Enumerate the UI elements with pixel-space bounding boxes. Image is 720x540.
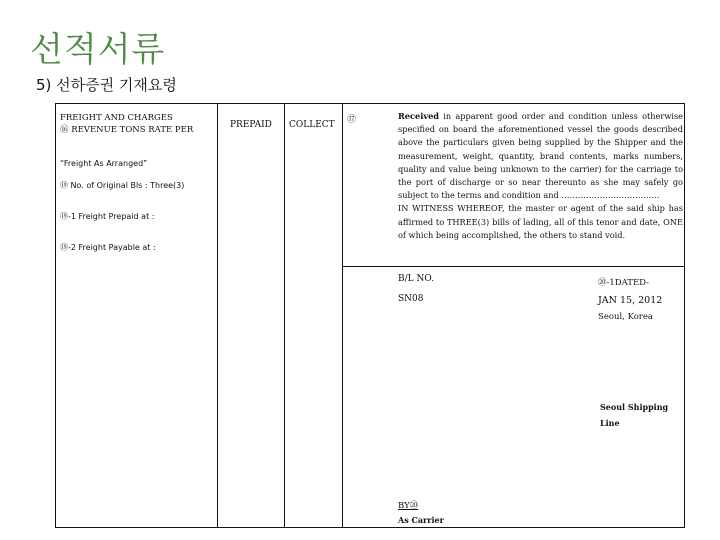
freight-prepaid-at: ⑲-1 Freight Prepaid at : <box>60 212 155 221</box>
dated-label: ⑳-1DATED- <box>598 278 649 288</box>
page-subtitle: 5) 선하증권 기재요령 <box>36 76 177 94</box>
prepaid-column-header: PREPAID <box>230 120 272 130</box>
received-heading: Received <box>398 111 440 121</box>
collect-column-header: COLLECT <box>289 120 335 130</box>
bl-no-value: SN08 <box>398 294 424 304</box>
received-clause <box>398 110 683 242</box>
bill-of-lading-form <box>55 103 685 528</box>
column-divider <box>284 104 285 527</box>
freight-header-line1: FREIGHT AND CHARGES <box>60 113 173 123</box>
original-bls-count: ⑲ No. of Original Bls : Three(3) <box>60 181 185 190</box>
bl-no-label: B/L NO. <box>398 274 435 284</box>
by-marker: ⑳ <box>409 501 419 511</box>
row-divider <box>342 266 684 267</box>
freight-charges-header <box>60 112 193 136</box>
received-text: in apparent good order and condition unless otherwise specified on board the aforementioned vessel the goods described above the particulars given being supplied by the Shipper and the measurement, weight, quantity, brand contents, marks numbers, quality and value being unknown to the carrier) for the carriage to the port of discharge or so near thereunto as she may safely go subject to the terms and condition and ……………………………… <box>398 111 683 201</box>
signed-by-label <box>398 499 418 511</box>
witness-text: IN WITNESS WHEREOF, the master or agent of the said ship has affirmed to THREE(3) bills of lading, all of this tenor and date, ONE of which being accomplished, the others to stand void. <box>398 203 683 240</box>
clause-marker: ⑰ <box>347 115 357 125</box>
carrier-name: Seoul Shipping Line <box>600 402 669 428</box>
dated-value: JAN 15, 2012 <box>598 295 663 306</box>
column-divider <box>217 104 218 527</box>
freight-arranged-text: “Freight As Arranged” <box>60 159 148 168</box>
column-divider <box>342 104 343 527</box>
dated-place: Seoul, Korea <box>598 312 653 322</box>
freight-payable-at: ⑲-2 Freight Payable at : <box>60 243 156 252</box>
by-text: BY <box>398 501 410 511</box>
freight-header-line2: ⑯ REVENUE TONS RATE PER <box>60 125 194 135</box>
page-title: 선적서류 <box>30 30 166 70</box>
as-carrier-label: As Carrier <box>398 515 444 525</box>
